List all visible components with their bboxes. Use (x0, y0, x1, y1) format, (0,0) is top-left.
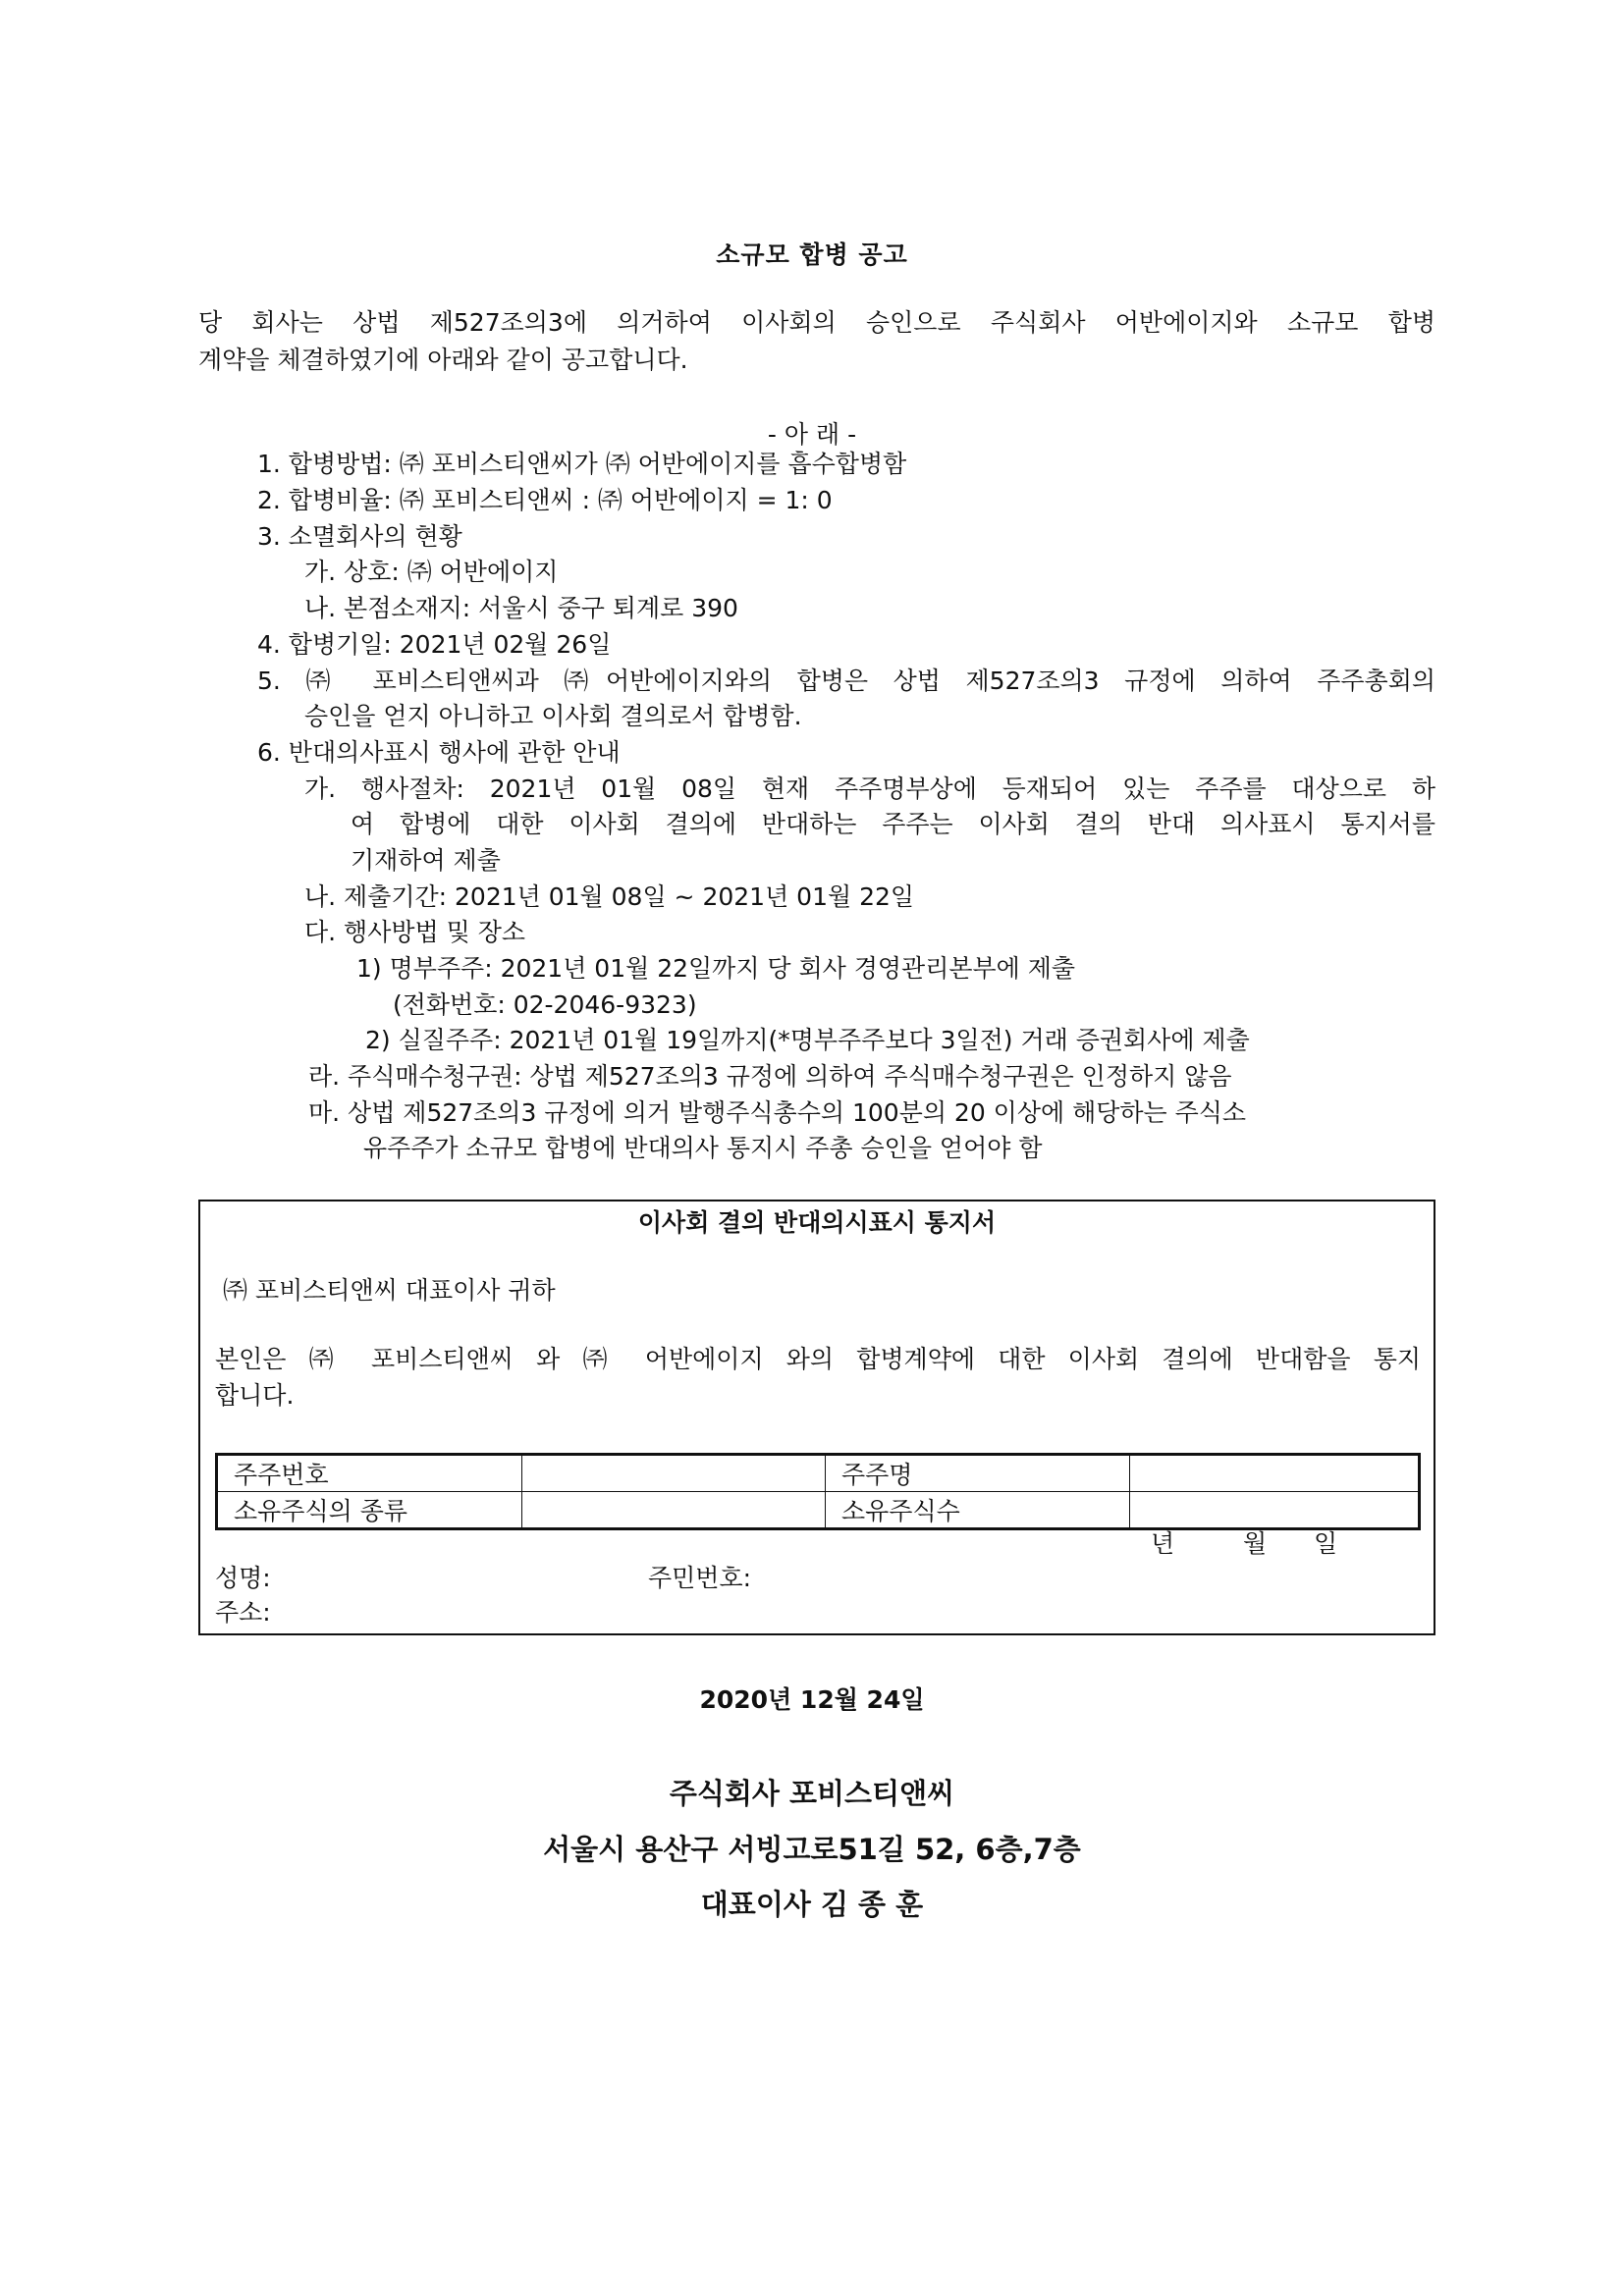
shareholder-info-table (215, 1453, 1421, 1530)
form-title: 이사회 결의 반대의시표시 통지서 (637, 1208, 997, 1237)
form-body-line-1: 본인은 ㈜ 포비스티앤씨 와 ㈜ 어반에이지 와의 합병계약에 대한 이사회 결의에 반대함을 통지 (215, 1345, 1421, 1373)
form-date-month: 월 (1243, 1529, 1268, 1558)
form-recipient: ㈜ 포비스티앤씨 대표이사 귀하 (223, 1276, 556, 1305)
item-1: 1. 합병방법: ㈜ 포비스티앤씨가 ㈜ 어반에이지를 흡수합병함 (257, 450, 907, 478)
field-shareholder-number (522, 1455, 826, 1492)
item-6-a-line-2: 여 합병에 대한 이사회 결의에 반대하는 주주는 이사회 결의 반대 의사표시 통지서를 (351, 810, 1435, 838)
item-6: 6. 반대의사표시 행사에 관한 안내 (257, 738, 621, 767)
label-shareholder-name: 주주명 (826, 1455, 1130, 1492)
form-date-day: 일 (1314, 1529, 1338, 1558)
field-share-count (1130, 1492, 1420, 1529)
item-5-line-2: 승인을 얻지 아니하고 이사회 결의로서 합병함. (304, 702, 802, 730)
intro-line-1: 당 회사는 상법 제527조의3에 의거하여 이사회의 승인으로 주식회사 어반에이지와 소규모 합병 (198, 308, 1435, 337)
notice-date: 2020년 12월 24일 (699, 1685, 925, 1714)
page-title: 소규모 합병 공고 (716, 240, 908, 269)
company-name: 주식회사 포비스티앤씨 (669, 1777, 955, 1810)
item-2: 2. 합병비율: ㈜ 포비스티앤씨 : ㈜ 어반에이지 = 1: 0 (257, 486, 833, 514)
field-share-type (522, 1492, 826, 1529)
item-6-d: 라. 주식매수청구권: 상법 제527조의3 규정에 의하여 주식매수청구권은 인정하지 않음 (308, 1062, 1232, 1091)
item-6-c-1-phone: (전화번호: 02-2046-9323) (393, 990, 697, 1019)
item-3-b: 나. 본점소재지: 서울시 중구 퇴계로 390 (304, 594, 738, 622)
form-id-label: 주민번호: (648, 1564, 752, 1592)
item-6-a-line-1: 가. 행사절차: 2021년 01월 08일 현재 주주명부상에 등재되어 있는 주주를 대상으로 하 (304, 774, 1435, 803)
form-address-label: 주소: (215, 1598, 271, 1627)
form-date-year: 년 (1151, 1529, 1175, 1558)
table-row (217, 1455, 1420, 1492)
form-body-line-2: 합니다. (215, 1381, 295, 1410)
item-3-a: 가. 상호: ㈜ 어반에이지 (304, 558, 559, 586)
table-row (217, 1492, 1420, 1529)
intro-line-2: 계약을 체결하였기에 아래와 같이 공고합니다. (198, 346, 688, 374)
ceo-name: 대표이사 김 종 훈 (700, 1888, 924, 1921)
label-share-type: 소유주식의 종류 (217, 1492, 522, 1529)
form-name-label: 성명: (215, 1564, 271, 1592)
item-4: 4. 합병기일: 2021년 02월 26일 (257, 630, 612, 659)
field-shareholder-name (1130, 1455, 1420, 1492)
company-address: 서울시 용산구 서빙고로51길 52, 6층,7층 (543, 1833, 1081, 1866)
objection-form-box (198, 1200, 1435, 1635)
item-6-e-line-1: 마. 상법 제527조의3 규정에 의거 발행주식총수의 100분의 20 이상에 해당하는 주식소 (308, 1098, 1247, 1127)
item-6-e-line-2: 유주주가 소규모 합병에 반대의사 통지시 주총 승인을 얻어야 함 (363, 1134, 1043, 1162)
label-share-count: 소유주식수 (826, 1492, 1130, 1529)
item-6-b: 나. 제출기간: 2021년 01월 08일 ~ 2021년 01월 22일 (304, 882, 915, 911)
label-shareholder-number: 주주번호 (217, 1455, 522, 1492)
item-6-c-1: 1) 명부주주: 2021년 01월 22일까지 당 회사 경영관리본부에 제출 (356, 954, 1076, 983)
item-6-c-2: 2) 실질주주: 2021년 01월 19일까지(*명부주주보다 3일전) 거래 증권회사에 제출 (365, 1026, 1250, 1054)
intro-paragraph (198, 304, 1435, 379)
section-heading: - 아 래 - (767, 420, 857, 449)
item-3: 3. 소멸회사의 현황 (257, 522, 462, 551)
item-6-c: 다. 행사방법 및 장소 (304, 918, 525, 946)
item-6-a-line-3: 기재하여 제출 (351, 846, 501, 875)
item-5-line-1: 5. ㈜ 포비스티앤씨과 ㈜어반에이지와의 합병은 상법 제527조의3 규정에 의하여 주주총회의 (257, 667, 1435, 695)
